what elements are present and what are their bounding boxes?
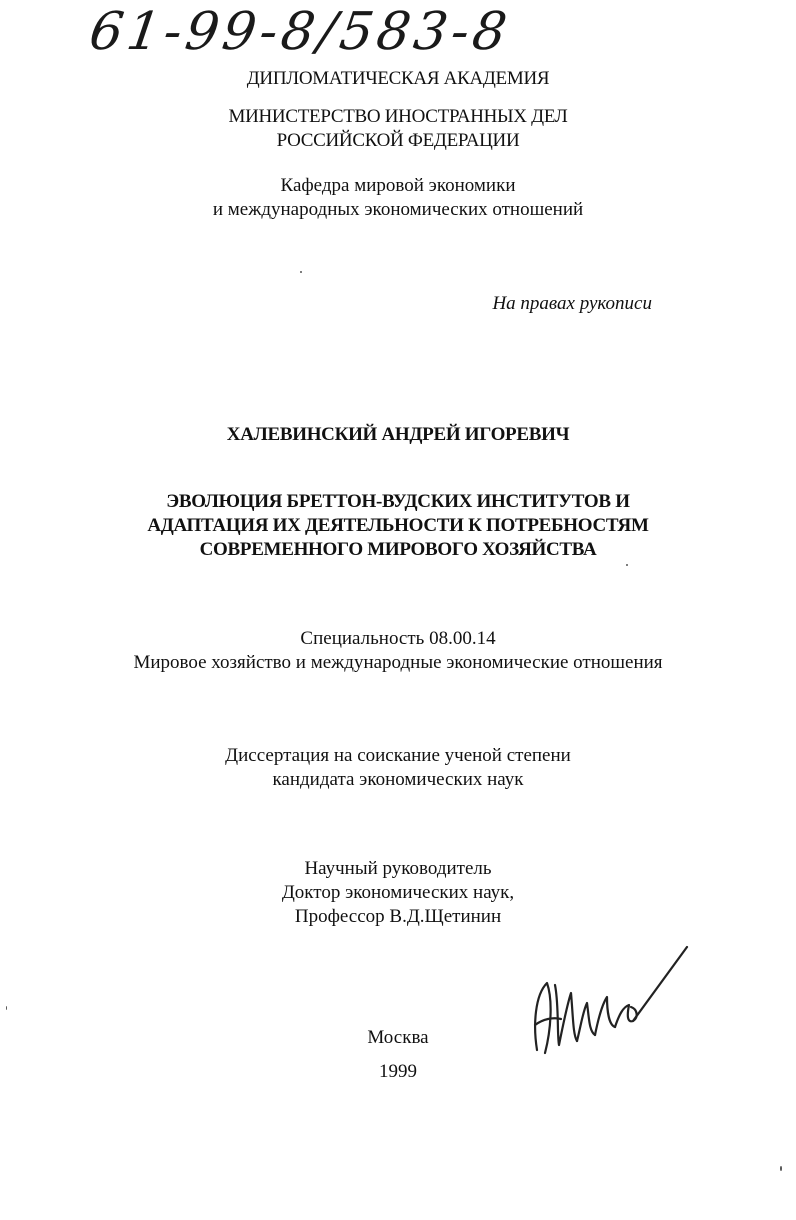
academy-name: ДИПЛОМАТИЧЕСКАЯ АКАДЕМИЯ <box>246 68 550 89</box>
scan-speck <box>300 271 302 273</box>
title-line-3: СОВРЕМЕННОГО МИРОВОГО ХОЗЯЙСТВА <box>199 539 597 560</box>
ministry-line-2: РОССИЙСКОЙ ФЕДЕРАЦИИ <box>276 130 520 151</box>
author-name: ХАЛЕВИНСКИЙ АНДРЕЙ ИГОРЕВИЧ <box>226 424 570 445</box>
signature-icon <box>525 945 695 1070</box>
city: Москва <box>367 1027 429 1048</box>
scan-speck <box>626 564 628 566</box>
degree-line-1: Диссертация на соискание ученой степени <box>225 745 571 766</box>
title-line-2: АДАПТАЦИЯ ИХ ДЕЯТЕЛЬНОСТИ К ПОТРЕБНОСТЯМ <box>147 515 649 536</box>
degree-line-2: кандидата экономических наук <box>272 769 524 790</box>
scan-speck <box>780 1166 782 1171</box>
manuscript-note: На правах рукописи <box>492 293 652 314</box>
ministry-line-1: МИНИСТЕРСТВО ИНОСТРАННЫХ ДЕЛ <box>228 106 568 127</box>
supervisor-name: Профессор В.Д.Щетинин <box>294 906 502 927</box>
department-line-1: Кафедра мировой экономики <box>280 175 516 196</box>
title-line-1: ЭВОЛЮЦИЯ БРЕТТОН-ВУДСКИХ ИНСТИТУТОВ И <box>166 491 630 512</box>
specialty-code: Специальность 08.00.14 <box>300 628 496 649</box>
specialty-name: Мировое хозяйство и международные экономические отношения <box>133 652 663 673</box>
supervisor-label: Научный руководитель <box>304 858 492 879</box>
archive-number: 61-99-8/583-8 <box>85 2 515 62</box>
year: 1999 <box>379 1061 417 1082</box>
supervisor-degree: Доктор экономических наук, <box>281 882 515 903</box>
scan-speck <box>6 1006 7 1010</box>
department-line-2: и международных экономических отношений <box>212 199 584 220</box>
